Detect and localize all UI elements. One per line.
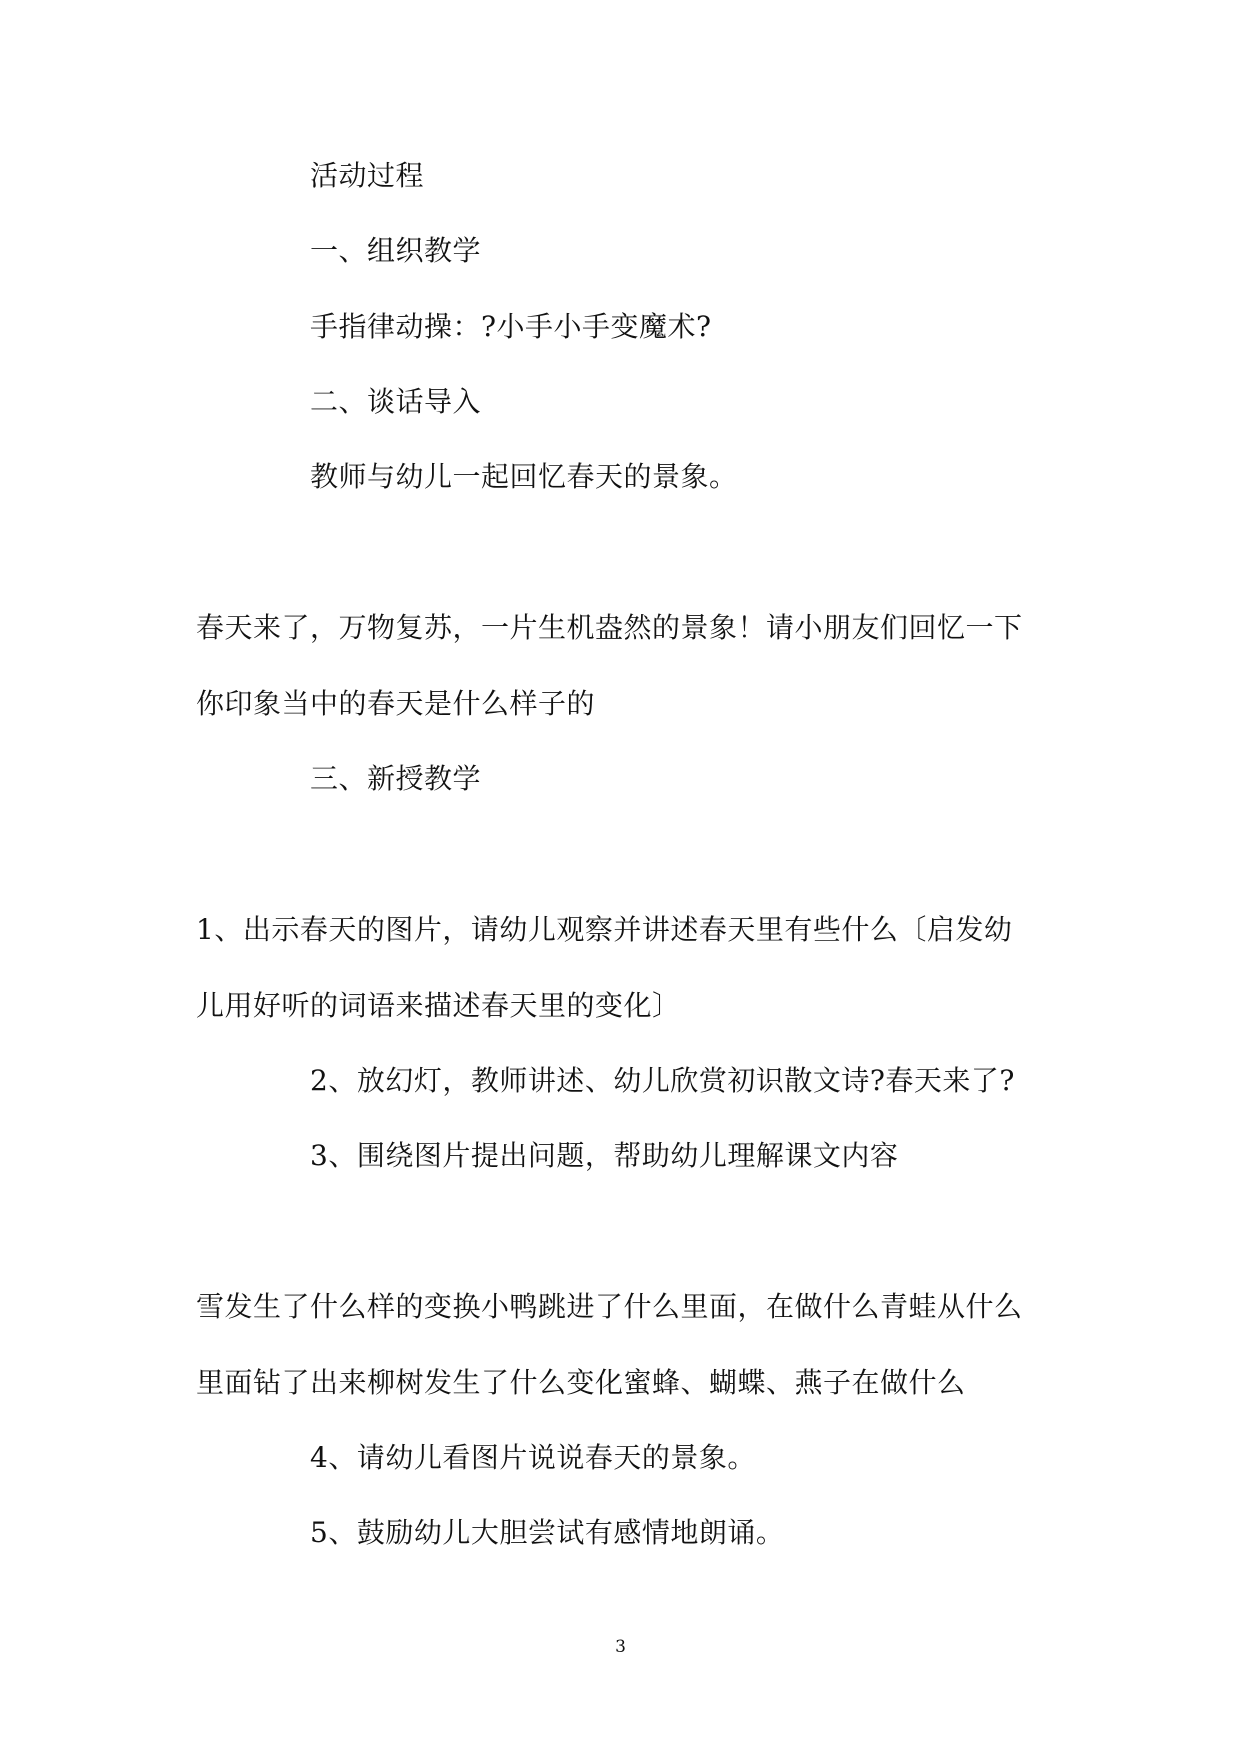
paragraph-questions-line-1: 雪发生了什么样的变换小鸭跳进了什么里面，在做什么青蛙从什么 (196, 1290, 1023, 1323)
paragraph-step-1-line-2: 儿用好听的词语来描述春天里的变化〕 (196, 989, 681, 1022)
paragraph-step-5: 5、鼓励幼儿大胆尝试有感情地朗诵。 (310, 1516, 785, 1549)
section-heading-activity-process: 活动过程 (310, 159, 425, 192)
paragraph-step-3: 3、围绕图片提出问题，帮助幼儿理解课文内容 (310, 1139, 899, 1172)
paragraph-step-4: 4、请幼儿看图片说说春天的景象。 (310, 1441, 756, 1474)
paragraph-questions-line-2: 里面钻了出来柳树发生了什么变化蜜蜂、蝴蝶、燕子在做什么 (196, 1366, 966, 1399)
paragraph-recall-spring: 教师与幼儿一起回忆春天的景象。 (310, 460, 738, 493)
page-number: 3 (615, 1637, 626, 1657)
paragraph-spring-arrived-line-1: 春天来了，万物复苏，一片生机盎然的景象！请小朋友们回忆一下 (196, 611, 1023, 644)
paragraph-step-1-line-1: 1、出示春天的图片，请幼儿观察并讲述春天里有些什么〔启发幼 (196, 913, 1013, 946)
section-heading-organize-teaching: 一、组织教学 (310, 234, 482, 267)
section-heading-new-teaching: 三、新授教学 (310, 762, 482, 795)
paragraph-step-2: 2、放幻灯，教师讲述、幼儿欣赏初识散文诗?春天来了? (310, 1064, 1015, 1097)
section-heading-conversation-intro: 二、谈话导入 (310, 385, 482, 418)
paragraph-spring-arrived-line-2: 你印象当中的春天是什么样子的 (196, 687, 596, 720)
paragraph-finger-exercise: 手指律动操：?小手小手变魔术? (310, 310, 712, 343)
